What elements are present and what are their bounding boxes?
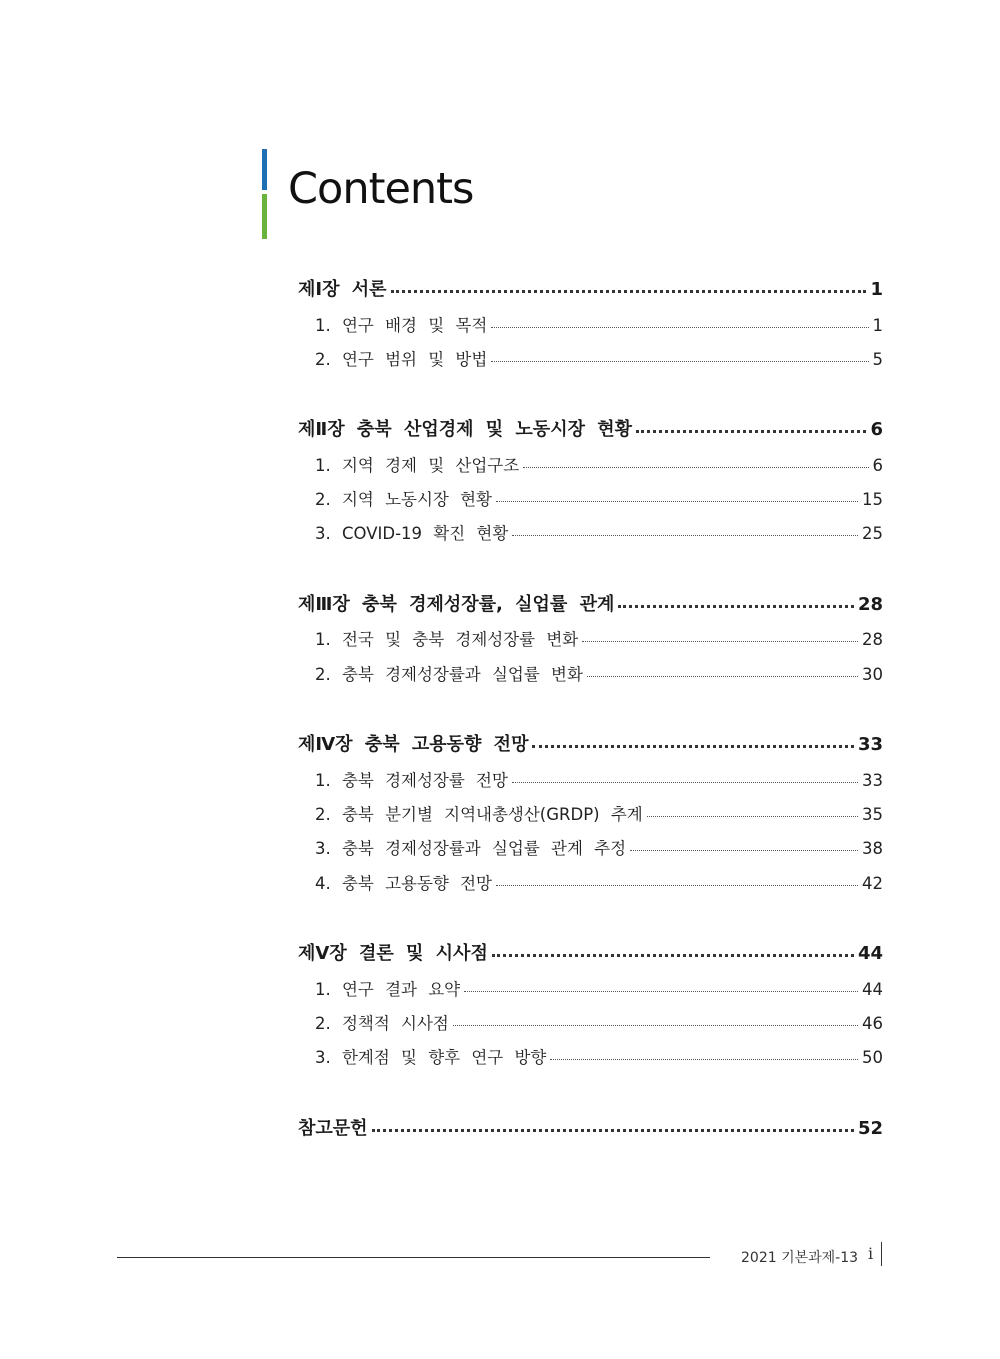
toc-page-number: 5 xyxy=(872,350,883,369)
toc-label: 1. 연구 배경 및 목적 xyxy=(315,316,488,335)
toc-section-4-1[interactable] xyxy=(315,767,883,791)
toc-label: 제Ⅳ장 충북 고용동향 전망 xyxy=(298,734,529,755)
toc-section-5-3[interactable] xyxy=(315,1044,883,1068)
footer-page-number: i xyxy=(868,1244,874,1263)
toc-section-5-1[interactable] xyxy=(315,976,883,1000)
toc-label: 2. 충북 분기별 지역내총생산(GRDP) 추계 xyxy=(315,805,643,824)
footer-report-id: 2021 기본과제-13 xyxy=(741,1250,859,1266)
toc-chapter-5[interactable] xyxy=(298,939,883,965)
toc-label: 참고문헌 xyxy=(298,1118,368,1139)
toc-page-number: 33 xyxy=(862,771,883,790)
dot-leader xyxy=(491,326,868,328)
toc-label: 3. 충북 경제성장률과 실업률 관계 추정 xyxy=(315,839,627,858)
dot-leader xyxy=(523,466,868,468)
toc-chapter-1[interactable] xyxy=(298,275,883,301)
toc-label: 4. 충북 고용동향 전망 xyxy=(315,874,492,893)
toc-section-4-4[interactable] xyxy=(315,870,883,894)
toc-section-5-2[interactable] xyxy=(315,1010,883,1034)
toc-page-number: 1 xyxy=(872,316,883,335)
dot-leader xyxy=(464,990,858,992)
toc-section-2-2[interactable] xyxy=(315,486,883,510)
toc-section-2-1[interactable] xyxy=(315,452,883,476)
toc-label: 2. 지역 노동시장 현황 xyxy=(315,490,492,509)
toc-section-3-2[interactable] xyxy=(315,661,883,685)
dot-leader xyxy=(618,604,854,608)
dot-leader xyxy=(587,675,858,677)
toc-page-number: 6 xyxy=(870,419,883,440)
dot-leader xyxy=(391,289,867,293)
dot-leader xyxy=(630,849,858,851)
toc-chapter-4[interactable] xyxy=(298,730,883,756)
toc-section-3-1[interactable] xyxy=(315,626,883,650)
toc-label: 제Ⅲ장 충북 경제성장률, 실업률 관계 xyxy=(298,594,615,615)
toc-label: 3. COVID-19 확진 현황 xyxy=(315,524,509,543)
toc-page-number: 46 xyxy=(862,1014,883,1033)
dot-leader xyxy=(491,360,868,362)
footer-rule xyxy=(117,1257,710,1258)
dot-leader xyxy=(636,429,866,433)
toc-page-number: 6 xyxy=(872,456,883,475)
dot-leader xyxy=(496,884,858,886)
toc-page-number: 35 xyxy=(862,805,883,824)
toc-page-number: 44 xyxy=(862,980,883,999)
dot-leader xyxy=(512,534,858,536)
toc-references[interactable] xyxy=(298,1114,883,1140)
dot-leader xyxy=(453,1024,858,1026)
dot-leader xyxy=(372,1128,854,1132)
toc-chapter-2[interactable] xyxy=(298,415,883,441)
toc-page-number: 52 xyxy=(857,1118,883,1139)
dot-leader xyxy=(582,640,858,642)
page-title: Contents xyxy=(288,164,474,214)
toc-page-number: 1 xyxy=(870,279,883,300)
toc-label: 제Ⅱ장 충북 산업경제 및 노동시장 현황 xyxy=(298,419,633,440)
toc-label: 2. 충북 경제성장률과 실업률 변화 xyxy=(315,665,583,684)
toc-page-number: 33 xyxy=(857,734,883,755)
toc-page-number: 28 xyxy=(862,630,883,649)
toc-page-number: 30 xyxy=(862,665,883,684)
toc-page-number: 15 xyxy=(862,490,883,509)
toc-label: 1. 연구 결과 요약 xyxy=(315,980,461,999)
toc-label: 제Ⅰ장 서론 xyxy=(298,279,387,300)
toc-page-number: 28 xyxy=(857,594,883,615)
dot-leader xyxy=(496,500,858,502)
toc-page-number: 38 xyxy=(862,839,883,858)
toc-label: 2. 정책적 시사점 xyxy=(315,1014,449,1033)
toc-section-1-2[interactable] xyxy=(315,346,883,370)
toc-label: 1. 전국 및 충북 경제성장률 변화 xyxy=(315,630,579,649)
toc-label: 1. 지역 경제 및 산업구조 xyxy=(315,456,520,475)
toc-chapter-3[interactable] xyxy=(298,590,883,616)
toc-section-1-1[interactable] xyxy=(315,312,883,336)
dot-leader xyxy=(550,1058,858,1060)
toc-label: 제Ⅴ장 결론 및 시사점 xyxy=(298,943,488,964)
footer-divider xyxy=(881,1242,882,1266)
toc-label: 3. 한계점 및 향후 연구 방향 xyxy=(315,1048,547,1067)
toc-page-number: 42 xyxy=(862,874,883,893)
toc-section-2-3[interactable] xyxy=(315,520,883,544)
title-accent-bar-blue xyxy=(262,149,267,190)
toc-label: 2. 연구 범위 및 방법 xyxy=(315,350,488,369)
dot-leader xyxy=(647,815,858,817)
dot-leader xyxy=(512,781,858,783)
toc-page-number: 50 xyxy=(862,1048,883,1067)
toc-page-number: 25 xyxy=(862,524,883,543)
toc-section-4-3[interactable] xyxy=(315,835,883,859)
toc-page-number: 44 xyxy=(857,943,883,964)
dot-leader xyxy=(532,744,853,748)
toc-label: 1. 충북 경제성장률 전망 xyxy=(315,771,508,790)
toc-section-4-2[interactable] xyxy=(315,801,883,825)
title-accent-bar-green xyxy=(262,194,267,239)
dot-leader xyxy=(492,953,854,957)
